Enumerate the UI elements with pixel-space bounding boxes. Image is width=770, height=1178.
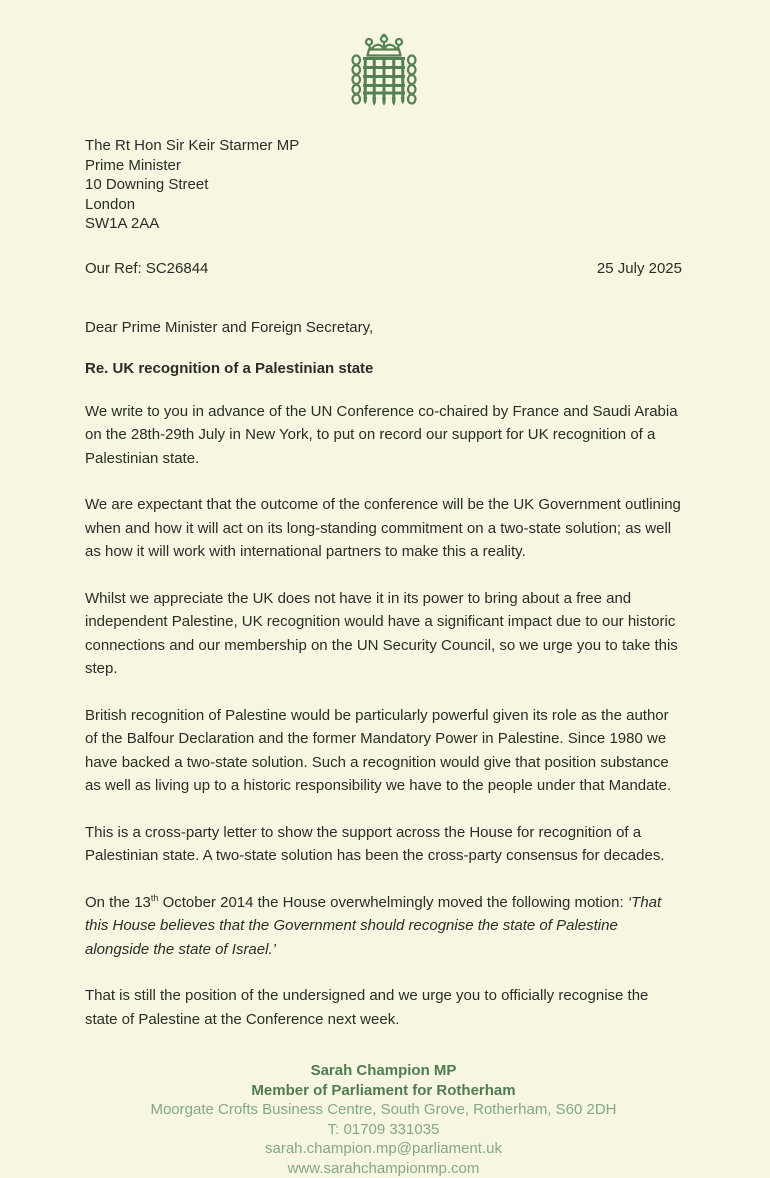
crowned-portcullis-icon — [346, 33, 422, 111]
signature-block — [85, 1061, 682, 1178]
paragraph-motion — [85, 891, 682, 962]
motion-ordinal: th — [151, 893, 159, 903]
signatory-title: Member of Parliament for Rotherham — [85, 1081, 682, 1101]
salutation: Dear Prime Minister and Foreign Secretary, — [85, 319, 682, 336]
signatory-name: Sarah Champion MP — [85, 1061, 682, 1081]
motion-prefix: On the 13 — [85, 894, 151, 911]
recipient-line: Prime Minister — [85, 156, 682, 176]
recipient-address-block — [85, 136, 682, 234]
our-ref: Our Ref: SC26844 — [85, 260, 208, 277]
letter-date: 25 July 2025 — [597, 260, 682, 277]
paragraph-2: We are expectant that the outcome of the conference will be the UK Government outlining when and how it will act on its long-standing commitment on a two-state solution; as well as how it will work with international partners to make this a reality. — [85, 493, 682, 564]
signatory-address: Moorgate Crofts Business Centre, South Grove, Rotherham, S60 2DH — [85, 1100, 682, 1120]
motion-quote: ‘That this House believes that the Government should recognise the state of Palestine alongside the state of Israel.’ — [85, 894, 661, 958]
motion-middle: October 2014 the House overwhelmingly moved the following motion: — [158, 894, 627, 911]
reference-date-row — [85, 260, 682, 277]
paragraph-closing: That is still the position of the undersigned and we urge you to officially recognise the state of Palestine at the Conference next week. — [85, 984, 682, 1031]
paragraph-1: We write to you in advance of the UN Conference co-chaired by France and Saudi Arabia on the 28th-29th July in New York, to put on record our support for UK recognition of a Palestinian state. — [85, 400, 682, 471]
signatory-phone: T: 01709 331035 — [85, 1120, 682, 1140]
recipient-line: 10 Downing Street — [85, 175, 682, 195]
paragraph-4: British recognition of Palestine would be particularly powerful given its role as the author of the Balfour Declaration and the former Mandatory Power in Palestine. Since 1980 we have backed a two-state solution. Such a recognition would give that position substance as well as living up to a historic responsibility we have to the people under that Mandate. — [85, 704, 682, 798]
recipient-line: The Rt Hon Sir Keir Starmer MP — [85, 136, 682, 156]
paragraph-3: Whilst we appreciate the UK does not have it in its power to bring about a free and independent Palestine, UK recognition would have a significant impact due to our historic connections and our membership on the UN Security Council, so we urge you to take this step. — [85, 587, 682, 681]
signatory-website: www.sarahchampionmp.com — [85, 1159, 682, 1178]
signatory-email: sarah.champion.mp@parliament.uk — [85, 1139, 682, 1159]
recipient-line: SW1A 2AA — [85, 214, 682, 234]
recipient-line: London — [85, 195, 682, 215]
subject-line: Re. UK recognition of a Palestinian state — [85, 360, 682, 377]
letterhead-logo-container — [85, 33, 682, 116]
paragraph-5: This is a cross-party letter to show the support across the House for recognition of a Palestinian state. A two-state solution has been the cross-party consensus for decades. — [85, 821, 682, 868]
